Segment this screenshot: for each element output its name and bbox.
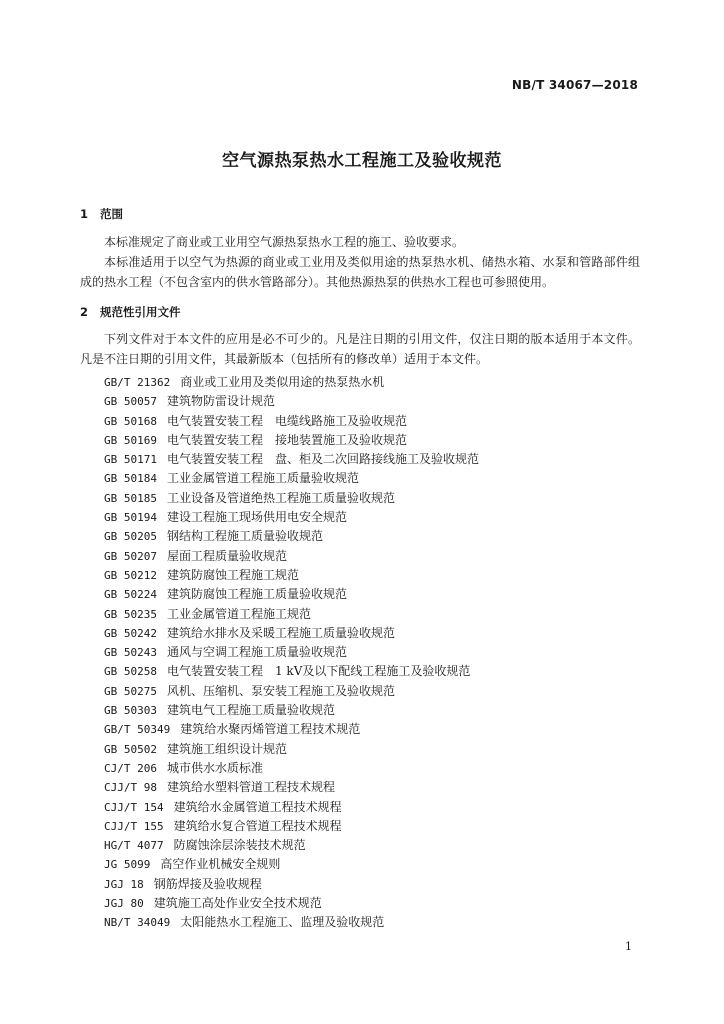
reference-code: GB 50169 (104, 433, 157, 447)
reference-item (104, 643, 644, 662)
references-intro-paragraph: 下列文件对于本文件的应用是必不可少的。凡是注日期的引用文件，仅注日期的版本适用于本文件。凡是不注日期的引用文件，其最新版本（包括所有的修改单）适用于本文件。 (80, 332, 640, 366)
reference-code: JG 5099 (104, 858, 151, 872)
reference-title: 建筑防腐蚀工程施工质量验收规范 (166, 587, 347, 602)
reference-code: GB 50258 (104, 665, 157, 679)
scope-paragraph-2: 本标准适用于以空气为热源的商业或工业用及类似用途的热泵热水机、储热水箱、水泵和管路部件组成的热水工程（不包含室内的供水管路部分）。其他热源热泵的供热水工程也可参照使用。 (80, 255, 640, 289)
reference-item (104, 605, 644, 624)
reference-item (104, 412, 644, 431)
reference-code: GB 50207 (104, 549, 157, 563)
reference-code: CJJ/T 98 (104, 781, 157, 795)
scope-paragraph-1: 本标准规定了商业或工业用空气源热泵热水工程的施工、验收要求。 (104, 235, 465, 249)
reference-item (104, 701, 644, 720)
reference-code: GB 50168 (104, 414, 157, 428)
reference-title: 建筑给水金属管道工程技术规程 (173, 799, 342, 814)
reference-code: NB/T 34049 (104, 916, 171, 930)
reference-title: 建筑物防雷设计规范 (166, 394, 275, 409)
reference-item (104, 662, 644, 681)
reference-title: 工业金属管道工程施工规范 (166, 606, 311, 621)
reference-title: 工业设备及管道绝热工程施工质量验收规范 (166, 490, 395, 505)
reference-item (104, 798, 644, 817)
reference-title: 钢筋焊接及验收规程 (153, 876, 262, 891)
reference-item (104, 392, 644, 411)
reference-code: GB 50194 (104, 511, 157, 525)
reference-title: 城市供水水质标准 (166, 760, 263, 775)
reference-title: 通风与空调工程施工质量验收规范 (166, 645, 347, 660)
section-number: 1 (80, 207, 89, 221)
reference-code: GB 50242 (104, 626, 157, 640)
reference-title: 建筑施工组织设计规范 (166, 741, 287, 756)
section-title: 范围 (100, 207, 123, 221)
reference-item (104, 450, 644, 469)
reference-item (104, 469, 644, 488)
reference-code: GB 50235 (104, 607, 157, 621)
reference-title: 建筑给水聚丙烯管道工程技术规范 (180, 722, 361, 737)
normative-references-list (104, 373, 644, 933)
reference-code: JGJ 80 (104, 897, 144, 911)
section-1-heading (80, 206, 123, 222)
reference-title: 建筑施工高处作业安全技术规范 (153, 896, 322, 911)
reference-title: 建筑给水塑料管道工程技术规程 (166, 780, 335, 795)
reference-title: 电气装置安装工程 电缆线路施工及验收规范 (166, 413, 407, 428)
reference-code: GB 50303 (104, 704, 157, 718)
reference-item (104, 855, 644, 874)
reference-item (104, 894, 644, 913)
reference-title: 建筑电气工程施工质量验收规范 (166, 703, 335, 718)
reference-title: 电气装置安装工程 接地装置施工及验收规范 (166, 432, 407, 447)
reference-item (104, 740, 644, 759)
reference-title: 防腐蚀涂层涂装技术规范 (173, 838, 306, 853)
reference-item (104, 759, 644, 778)
reference-item (104, 875, 644, 894)
reference-code: CJ/T 206 (104, 761, 157, 775)
reference-code: GB 50502 (104, 742, 157, 756)
reference-item (104, 720, 644, 739)
reference-item (104, 373, 644, 392)
reference-item (104, 836, 644, 855)
reference-title: 风机、压缩机、泵安装工程施工及验收规范 (166, 683, 395, 698)
reference-title: 钢结构工程施工质量验收规范 (166, 529, 323, 544)
section-number: 2 (80, 305, 89, 319)
reference-title: 建筑给水复合管道工程技术规程 (173, 818, 342, 833)
reference-title: 建筑给水排水及采暖工程施工质量验收规范 (166, 625, 395, 640)
reference-code: HG/T 4077 (104, 839, 164, 853)
section-2-heading (80, 304, 181, 320)
reference-title: 工业金属管道工程施工质量验收规范 (166, 471, 359, 486)
standard-code: NB/T 34067—2018 (511, 78, 638, 92)
reference-item (104, 431, 644, 450)
reference-title: 建筑防腐蚀工程施工规范 (166, 567, 299, 582)
reference-item (104, 566, 644, 585)
reference-item (104, 585, 644, 604)
reference-title: 商业或工业用及类似用途的热泵热水机 (180, 375, 385, 389)
reference-title: 太阳能热水工程施工、监理及验收规范 (180, 915, 385, 930)
reference-item (104, 817, 644, 836)
document-title: 空气源热泵热水工程施工及验收规范 (222, 151, 502, 171)
reference-item (104, 624, 644, 643)
reference-item (104, 682, 644, 701)
reference-item (104, 527, 644, 546)
reference-title: 屋面工程质量验收规范 (166, 548, 287, 563)
reference-item (104, 489, 644, 508)
reference-code: GB 50205 (104, 530, 157, 544)
reference-code: JGJ 18 (104, 877, 144, 891)
reference-title: 电气装置安装工程 1 kV及以下配线工程施工及验收规范 (166, 664, 471, 679)
reference-code: GB/T 50349 (104, 723, 171, 737)
reference-title: 高空作业机械安全规则 (160, 857, 281, 872)
reference-code: GB 50224 (104, 588, 157, 602)
reference-code: GB 50275 (104, 684, 157, 698)
reference-item (104, 913, 644, 932)
reference-code: GB 50212 (104, 568, 157, 582)
reference-code: GB 50243 (104, 646, 157, 660)
reference-code: GB 50184 (104, 472, 157, 486)
reference-code: GB 50057 (104, 395, 157, 409)
reference-code: CJJ/T 154 (104, 800, 164, 814)
reference-item (104, 547, 644, 566)
page-number: 1 (625, 940, 632, 953)
reference-code: GB/T 21362 (104, 376, 171, 389)
reference-item (104, 508, 644, 527)
section-title: 规范性引用文件 (100, 305, 181, 319)
reference-title: 建设工程施工现场供用电安全规范 (166, 510, 347, 525)
reference-code: CJJ/T 155 (104, 819, 164, 833)
reference-code: GB 50171 (104, 453, 157, 467)
reference-code: GB 50185 (104, 491, 157, 505)
reference-item (104, 778, 644, 797)
reference-title: 电气装置安装工程 盘、柜及二次回路接线施工及验收规范 (166, 452, 479, 467)
